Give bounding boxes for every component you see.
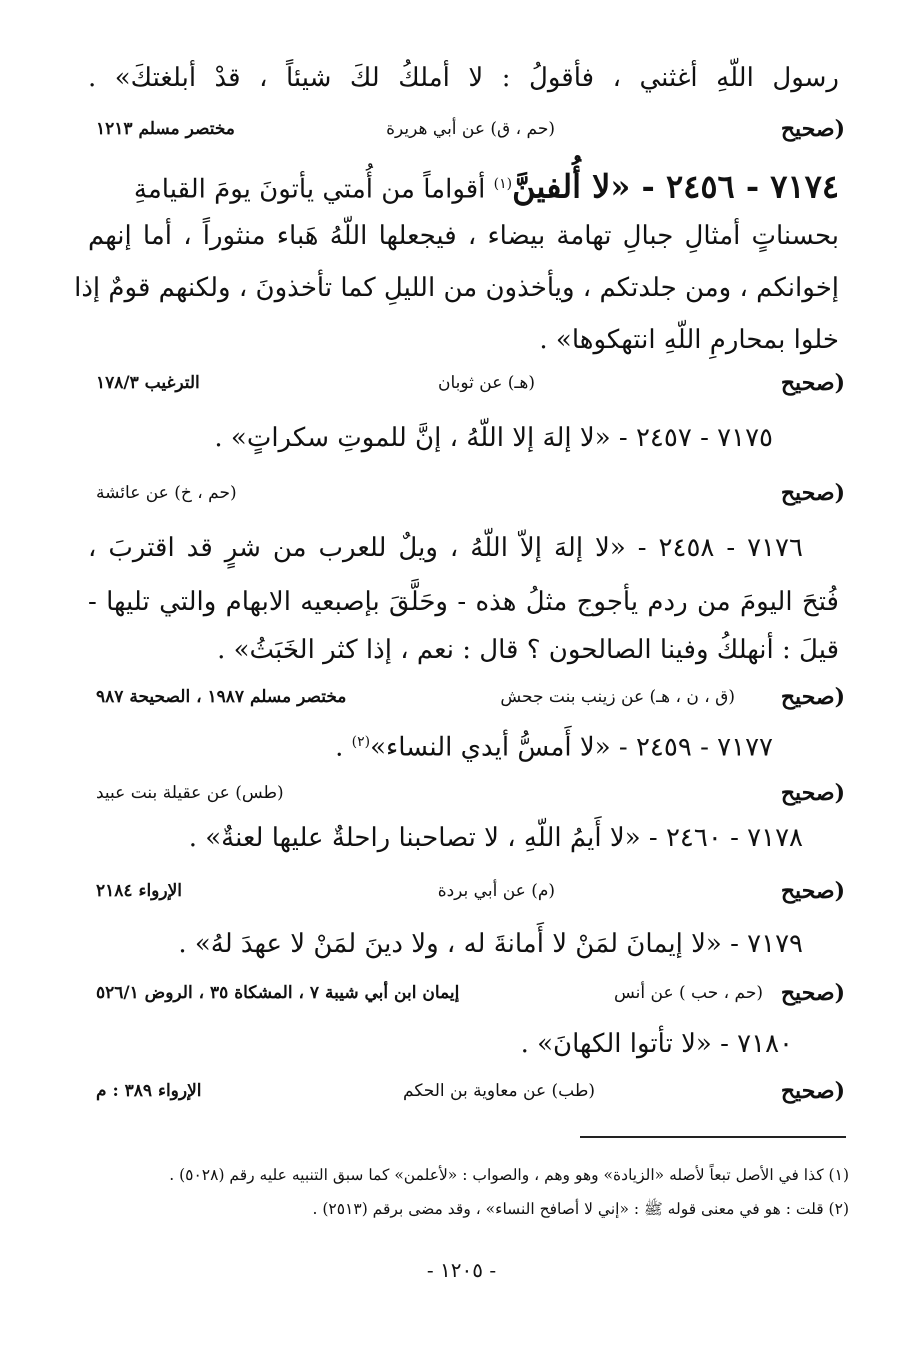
hadith-text: أقواماً من أُمتي يأتونَ يومَ القيامةِ [133, 174, 494, 205]
hadith-text: ٧١٧٧ - ٢٤٥٩ - «لا أَمسُّ أيدي النساء» [370, 732, 773, 763]
grade-label: (صحيح [780, 370, 845, 396]
hadith-7174-line-2: بحسناتٍ أمثالِ جبالِ تهامة بيضاء ، فيجعلها اللّهُ هَباء منثوراً ، أما إنهم [88, 221, 839, 251]
source-ref: (حم ، خ) عن عائشة [96, 483, 237, 503]
source-row [96, 112, 845, 146]
footnote-separator [580, 1136, 846, 1138]
hadith-text: . [335, 732, 352, 763]
footnote-mark: (٢) [351, 734, 371, 750]
hadith-text: ٧١٧٤ - ٢٤٥٦ - «لا أُلفينَّ [512, 167, 839, 206]
hadith-7174-line-1 [88, 164, 839, 210]
source-row [96, 1074, 845, 1108]
hadith-7178: ٧١٧٨ - ٢٤٦٠ - «لا أَيمُ اللّهِ ، لا تصاحبنا راحلةٌ عليها لعنةٌ» . [188, 823, 803, 853]
source-row [96, 366, 845, 400]
hadith-7174-line-3: إخوانكم ، ومن جلدتكم ، ويأخذون من الليلِ كما تأخذونَ ، ولكنهم قومٌ إذا [74, 273, 839, 303]
source-ref: (حم ، حب ) عن أنس [613, 983, 763, 1003]
hadith-7180: ٧١٨٠ - «لا تأتوا الكهانَ» . [520, 1029, 793, 1059]
source-ext: الترغيب ١٧٨/٣ [96, 373, 200, 393]
grade-label: (صحيح [780, 980, 845, 1006]
source-row [96, 976, 845, 1010]
source-ref: (طس) عن عقيلة بنت عبيد [96, 783, 284, 803]
hadith-7176-line-2: فُتحَ اليومَ من ردم يأجوج مثلُ هذه - وحَلَّقَ بإصبعيه الابهام والتي تليها - [88, 587, 839, 617]
grade-label: (صحيح [780, 684, 845, 710]
grade-label: (صحيح [780, 480, 845, 506]
page-number: - ١٢٠٥ - [426, 1258, 497, 1282]
source-ext: الإرواء ٢١٨٤ [96, 881, 183, 901]
footnote-1: (١) كذا في الأصل تبعاً لأصله «الزيادة» وهو وهم ، والصواب : «لأعلمن» كما سبق التنبيه عليه رقم (٥٠٢٨) . [169, 1166, 849, 1184]
source-row [96, 476, 845, 510]
source-ext: مختصر مسلم ١٩٨٧ ، الصحيحة ٩٨٧ [96, 687, 347, 707]
source-ref: (م) عن أبي بردة [437, 881, 555, 901]
source-ref: (حم ، ق) عن أبي هريرة [386, 119, 555, 139]
grade-label: (صحيح [780, 780, 845, 806]
hadith-7179: ٧١٧٩ - «لا إيمانَ لمَنْ لا أَمانةَ له ، ولا دينَ لمَنْ لا عهدَ لهُ» . [178, 929, 803, 959]
source-ext: إيمان ابن أبي شيبة ٧ ، المشكاة ٣٥ ، الروض ٥٢٦/١ [96, 983, 460, 1003]
source-ext: الإرواء ٣٨٩ : م [96, 1081, 202, 1101]
source-row [96, 874, 845, 908]
footnote-2: (٢) قلت : هو في معنى قوله ﷺ : «إني لا أصافح النساء» ، وقد مضى برقم (٢٥١٣) . [312, 1200, 849, 1218]
hadith-7174-line-4: خلوا بمحارمِ اللّهِ انتهكوها» . [539, 325, 839, 355]
hadith-7177 [88, 722, 773, 768]
grade-label: (صحيح [780, 878, 845, 904]
hadith-7176-line-1: ٧١٧٦ - ٢٤٥٨ - «لا إلهَ إلاّ اللّهُ ، ويلٌ للعرب من شرٍ قد اقتربَ ، [88, 533, 803, 563]
footnote-mark: (١) [493, 176, 513, 192]
hadith-7175: ٧١٧٥ - ٢٤٥٧ - «لا إلهَ إلا اللّهُ ، إنَّ للموتِ سكراتٍ» . [214, 423, 773, 453]
source-ref: (هـ) عن ثوبان [437, 373, 535, 393]
grade-label: (صحيح [780, 116, 845, 142]
grade-label: (صحيح [780, 1078, 845, 1104]
source-ref: (طب) عن معاوية بن الحكم [403, 1081, 595, 1101]
continuation-line: رسول اللّهِ أغثني ، فأقولُ : لا أملكُ لكَ شيئاً ، قدْ أبلغتكَ» . [88, 63, 839, 93]
source-row [96, 776, 845, 810]
source-row [96, 680, 845, 714]
source-ref: (ق ، ن ، هـ) عن زينب بنت جحش [500, 687, 735, 707]
hadith-7176-line-3: قيلَ : أنهلكُ وفينا الصالحون ؟ قال : نعم ، إذا كثر الخَبَثُ» . [217, 635, 839, 665]
source-ext: مختصر مسلم ١٢١٣ [96, 119, 235, 139]
